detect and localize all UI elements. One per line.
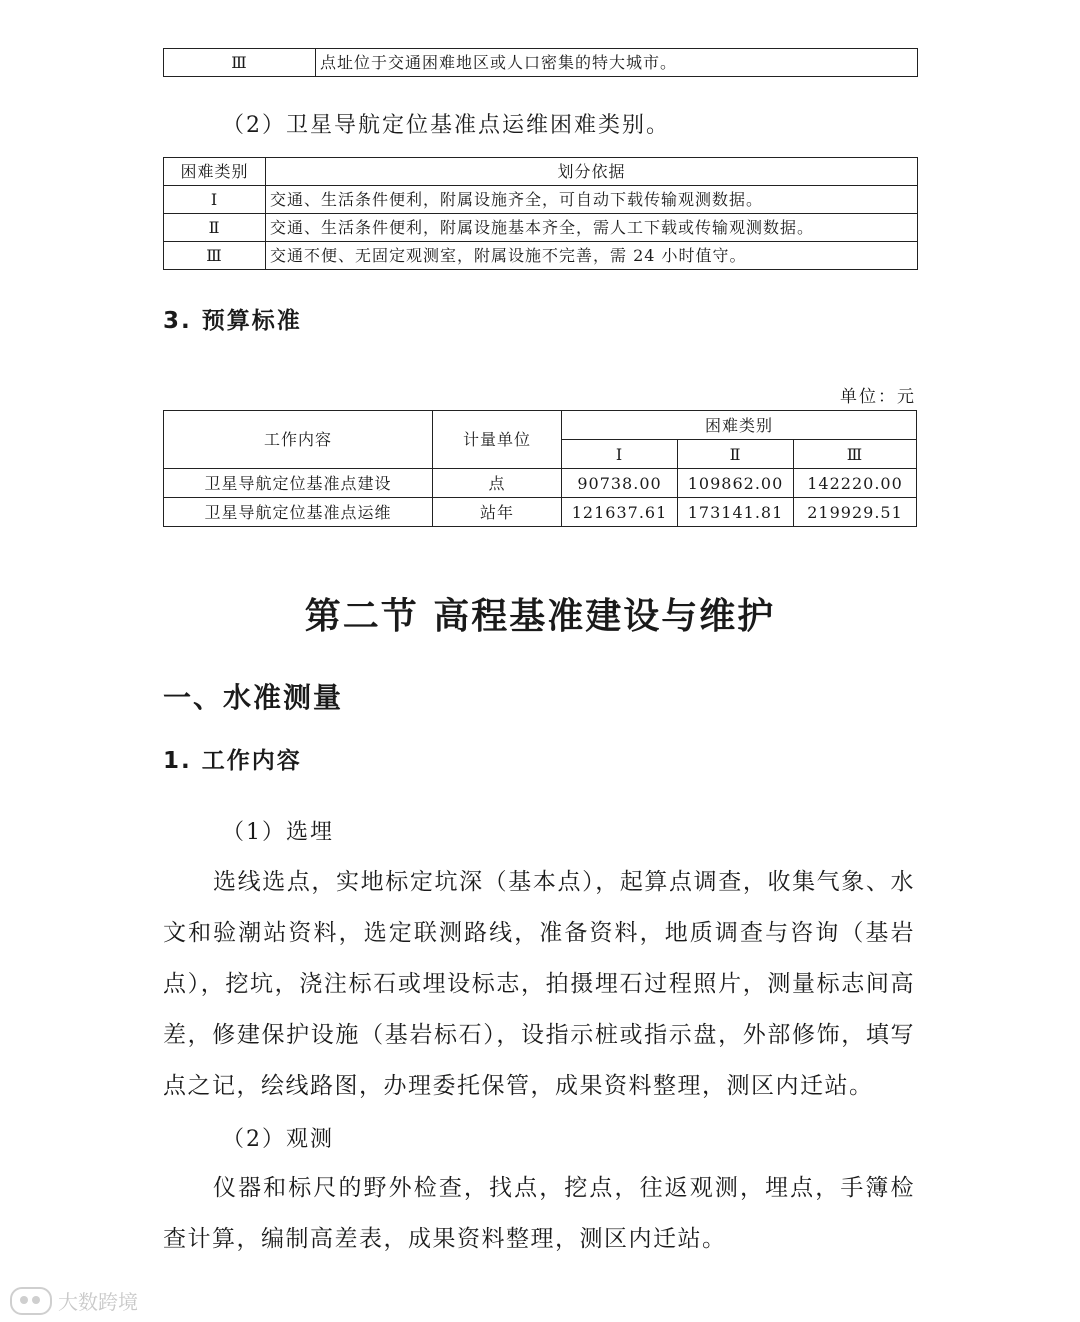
difficulty-desc-cell: 点址位于交通困难地区或人口密集的特大城市。 [316,49,918,77]
header-level-2: Ⅱ [678,440,794,469]
item-selection-burial-text: 选线选点，实地标定坑深（基本点），起算点调查，收集气象、水文和验潮站资料，选定联测路线，准备资料，地质调查与咨询（基岩点），挖坑，浇注标石或埋设标志，拍摄埋石过程照片，测量标志间高差，修建保护设施（基岩标石），设指示桩或指示盘，外部修饰，填写点之记，绘线路图，办理委托保管，成果资料整理，测区内迁站。 [163,869,915,1099]
header-basis: 划分依据 [266,158,918,186]
heading-work-content: 1. 工作内容 [163,748,302,774]
header-level-1: Ⅰ [562,440,678,469]
header-level-3: Ⅲ [794,440,917,469]
heading-budget-standard: 3. 预算标准 [163,308,302,334]
value-cell: 173141.81 [678,498,794,527]
table-row [164,242,918,270]
work-cell: 卫星导航定位基准点运维 [164,498,433,527]
header-measure-unit: 计量单位 [433,411,562,469]
item-observation-text: 仪器和标尺的野外检查，找点，挖点，往返观测，埋点，手簿检查计算，编制高差表，成果资料整理，测区内迁站。 [163,1175,915,1252]
subheading-operation-difficulty: （2）卫星导航定位基准点运维困难类别。 [222,113,670,138]
difficulty-desc-cell: 交通不便、无固定观测室，附属设施不完善，需 24 小时值守。 [266,242,918,270]
work-cell: 卫星导航定位基准点建设 [164,469,433,498]
value-cell: 219929.51 [794,498,917,527]
table-header-row [164,411,917,440]
unit-cell: 点 [433,469,562,498]
difficulty-level-cell: Ⅰ [164,186,266,214]
difficulty-table-construction-tail [163,48,918,77]
budget-table [163,410,917,527]
value-cell: 90738.00 [562,469,678,498]
difficulty-level-cell: Ⅲ [164,49,316,77]
value-cell: 142220.00 [794,469,917,498]
item-observation-title: （2）观测 [222,1127,334,1152]
watermark-logo-icon [10,1287,52,1315]
difficulty-level-cell: Ⅱ [164,214,266,242]
heading-leveling-survey: 一、水准测量 [163,681,344,714]
watermark-text: 大数跨境 [58,1290,138,1314]
table-row [164,49,918,77]
header-difficulty-level: 困难类别 [164,158,266,186]
table-row [164,214,918,242]
item-selection-burial-title: （1）选埋 [222,820,334,845]
difficulty-table-operation [163,157,918,270]
value-cell: 121637.61 [562,498,678,527]
header-difficulty: 困难类别 [562,411,917,440]
value-cell: 109862.00 [678,469,794,498]
difficulty-desc-cell: 交通、生活条件便利，附属设施齐全，可自动下载传输观测数据。 [266,186,918,214]
table-row [164,498,917,527]
table-header-row [164,158,918,186]
watermark [10,1286,138,1315]
header-work-content: 工作内容 [164,411,433,469]
difficulty-desc-cell: 交通、生活条件便利，附属设施基本齐全，需人工下载或传输观测数据。 [266,214,918,242]
unit-note: 单位：元 [840,387,916,407]
table-row [164,186,918,214]
section-title: 第二节 高程基准建设与维护 [304,596,776,637]
unit-cell: 站年 [433,498,562,527]
table-row [164,469,917,498]
difficulty-level-cell: Ⅲ [164,242,266,270]
